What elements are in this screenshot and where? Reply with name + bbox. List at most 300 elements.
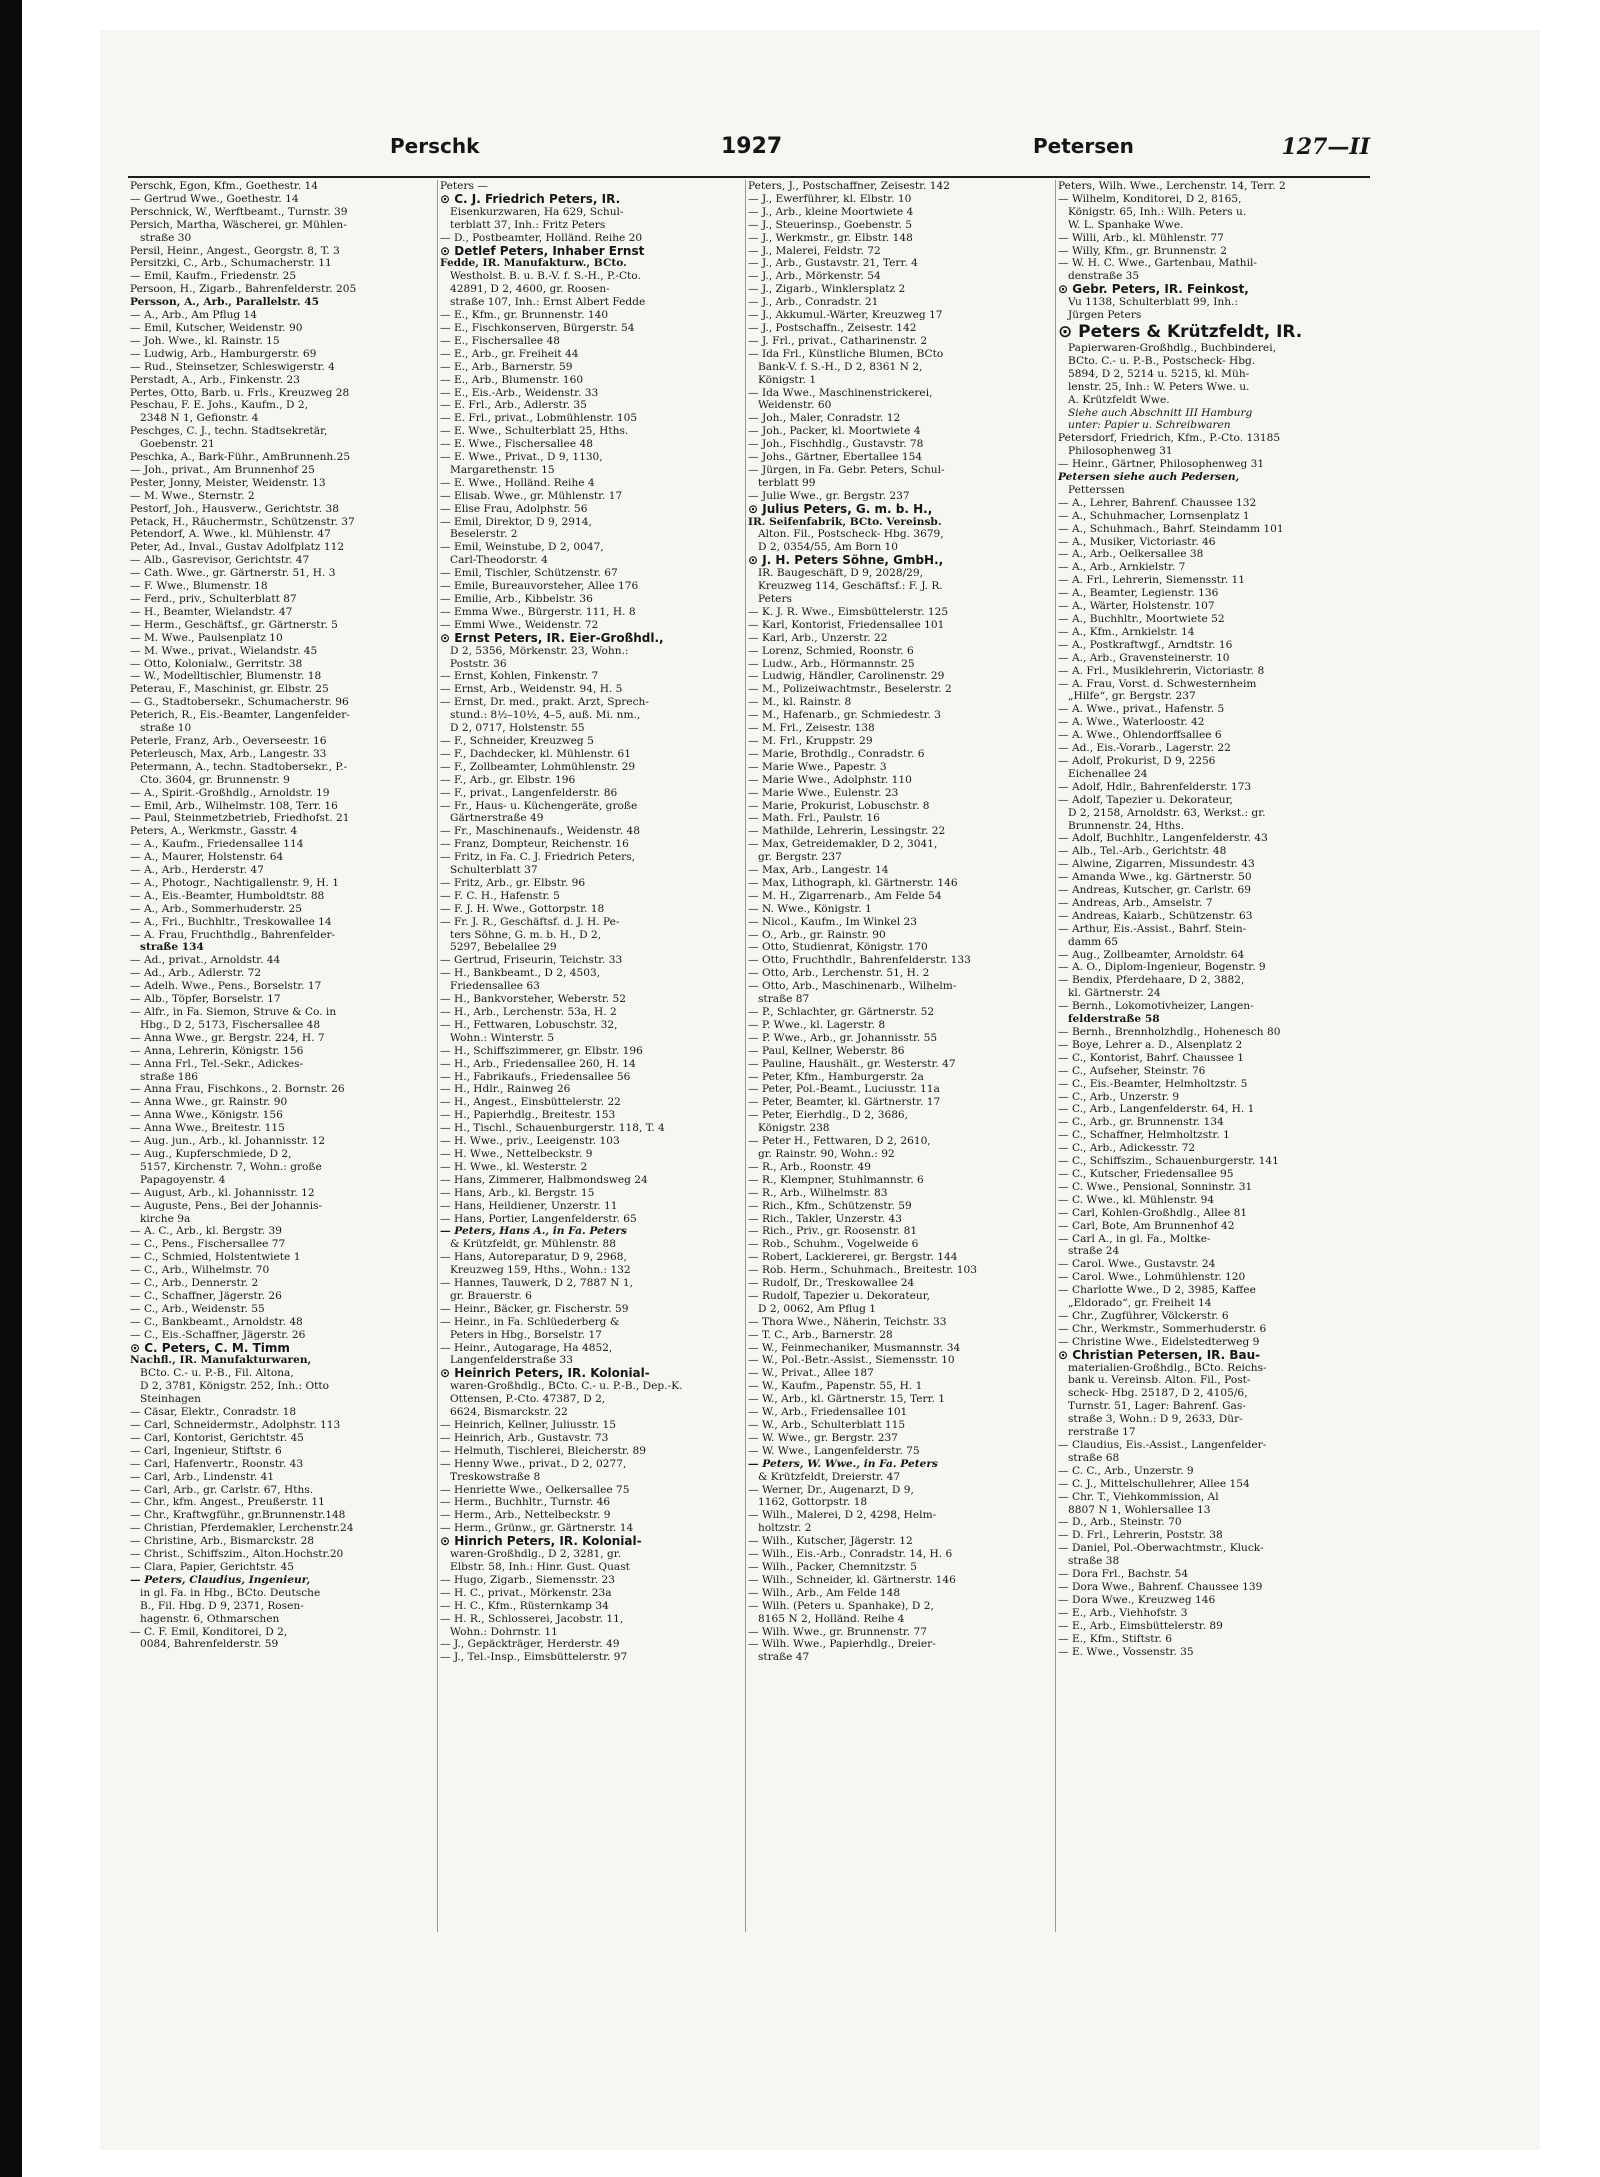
- directory-entry-line: — Peter, Eierhdlg., D 2, 3686,: [748, 1109, 909, 1122]
- column-divider: [745, 180, 746, 1932]
- directory-entry-line: — A. Wwe., Ohlendorffsallee 6: [1058, 729, 1222, 742]
- directory-entry-line: — E., Eis.-Arb., Weidenstr. 33: [440, 386, 599, 399]
- directory-entry-line: — Anna, Lehrerin, Königstr. 156: [130, 1044, 304, 1057]
- directory-entry-line: — Herm., Buchhltr., Turnstr. 46: [440, 1496, 611, 1509]
- directory-entry-line: — Alb., Gasrevisor, Gerichtstr. 47: [130, 554, 310, 567]
- directory-entry-line: — Rich., Priv., gr. Roosenstr. 81: [748, 1225, 918, 1238]
- directory-entry-line: — C., Schaffner, Jägerstr. 26: [130, 1289, 282, 1302]
- directory-entry-line: — H., Arb., Lerchenstr. 53a, H. 2: [440, 1006, 617, 1018]
- page-header: [128, 134, 1370, 168]
- directory-entry-line: — M., Polizeiwachtmstr., Beselerstr. 2: [748, 683, 952, 696]
- directory-entry-line: — M. Frl., Kruppstr. 29: [748, 734, 873, 747]
- directory-entry-line: Alton. Fil., Postscheck- Hbg. 3679,: [758, 528, 944, 541]
- directory-entry-line: — W. Wwe., Langenfelderstr. 75: [748, 1444, 920, 1457]
- directory-entry-line: — Alwine, Zigarren, Missundestr. 43: [1058, 858, 1255, 871]
- directory-entry-line: Pestorf, Joh., Hausverw., Gerichtstr. 38: [130, 502, 339, 515]
- directory-entry-line: — M., Hafenarb., gr. Schmiedestr. 3: [748, 709, 941, 722]
- directory-entry-line: — Carl, Schneidermstr., Adolphstr. 113: [130, 1419, 341, 1431]
- directory-entry-line: — H., Hdlr., Rainweg 26: [440, 1083, 571, 1096]
- directory-entry-line: — G., Stadtobersekr., Schumacherstr. 96: [130, 696, 349, 709]
- directory-entry-line: — Emma Wwe., Bürgerstr. 111, H. 8: [440, 605, 636, 618]
- directory-entry-line: — C., Arb., Wilhelmstr. 70: [130, 1264, 270, 1277]
- directory-entry-line: Perschk, Egon, Kfm., Goethestr. 14: [130, 180, 319, 192]
- directory-entry-line: Peters, Wilh. Wwe., Lerchenstr. 14, Terr. 2: [1058, 180, 1286, 192]
- directory-entry-line: — A. Frl., Musiklehrerin, Victoriastr. 8: [1058, 664, 1265, 677]
- directory-entry-line: — A., Wärter, Holstenstr. 107: [1058, 600, 1215, 613]
- directory-entry-line: — Johs., Gärtner, Ebertallee 154: [748, 451, 923, 464]
- directory-entry-line: Turnstr. 51, Lager: Bahrenf. Gas-: [1068, 1400, 1246, 1413]
- directory-entry-line: Bank-V. f. S.-H., D 2, 8361 N 2,: [758, 360, 923, 373]
- directory-entry-line: — J., Akkumul.-Wärter, Kreuzweg 17: [748, 309, 943, 322]
- directory-entry-line: — Otto, Kolonialw., Gerritstr. 38: [130, 657, 303, 670]
- directory-entry-line: — Christian, Pferdemakler, Lerchenstr.24: [130, 1522, 354, 1535]
- directory-entry-line: ⊙ Detlef Peters, Inhaber Ernst: [440, 244, 645, 258]
- directory-entry-line: — Joh., Packer, kl. Moortwiete 4: [748, 425, 921, 438]
- directory-entry-line: — C., Eis.-Schaffner, Jägerstr. 26: [130, 1328, 306, 1341]
- directory-entry-line: — J., Werkmstr., gr. Elbstr. 148: [748, 231, 913, 244]
- directory-entry-line: — F., Schneider, Kreuzweg 5: [440, 734, 594, 747]
- directory-entry-line: — M. Frl., Zeisestr. 138: [748, 722, 875, 735]
- directory-entry-line: — P. Wwe., Arb., gr. Johannisstr. 55: [748, 1031, 938, 1044]
- directory-entry-line: Goebenstr. 21: [140, 438, 215, 451]
- directory-entry-line: — Wilh., Arb., Am Felde 148: [748, 1586, 901, 1599]
- directory-entry-line: — R., Arb., Roonstr. 49: [748, 1160, 872, 1173]
- directory-entry-line: — Rich., Takler, Unzerstr. 43: [748, 1212, 902, 1225]
- directory-entry-line: Petterssen: [1068, 483, 1125, 496]
- directory-entry-line: 42891, D 2, 4600, gr. Roosen-: [450, 283, 610, 296]
- directory-entry-line: — Heinr., in Fa. Schlüederberg &: [440, 1315, 620, 1328]
- directory-entry-line: — O., Arb., gr. Rainstr. 90: [748, 928, 886, 941]
- directory-column-1: [130, 180, 430, 1932]
- directory-entry-line: — H. Wwe., Nettelbeckstr. 9: [440, 1147, 593, 1160]
- directory-entry-line: straße 134: [140, 941, 204, 954]
- directory-entry-line: materialien-Großhdlg., BCto. Reichs-: [1068, 1361, 1267, 1374]
- directory-entry-line: — A., Photogr., Nachtigallenstr. 9, H. 1: [130, 876, 339, 889]
- directory-entry-line: — R., Klempner, Stuhlmannstr. 6: [748, 1173, 924, 1186]
- directory-entry-line: — Anna Frau, Fischkons., 2. Bornstr. 26: [130, 1083, 345, 1096]
- directory-entry-line: Peterleusch, Max, Arb., Langestr. 33: [130, 747, 327, 760]
- directory-entry-line: — Franz, Dompteur, Reichenstr. 16: [440, 838, 629, 851]
- directory-entry-line: — A., Fri., Buchhltr., Treskowallee 14: [130, 915, 332, 928]
- directory-entry-line: — M., kl. Rainstr. 8: [748, 696, 852, 709]
- directory-entry-line: — Anna Wwe., gr. Rainstr. 90: [130, 1096, 288, 1109]
- directory-entry-line: Persoon, H., Zigarb., Bahrenfelderstr. 205: [130, 283, 357, 296]
- directory-entry-line: ⊙ C. Peters, C. M. Timm: [130, 1341, 290, 1355]
- directory-entry-line: — J. Frl., privat., Catharinenstr. 2: [748, 334, 928, 347]
- directory-entry-line: BCto. C.- u. P.-B., Postscheck- Hbg.: [1068, 354, 1256, 367]
- directory-entry-line: 0084, Bahrenfelderstr. 59: [140, 1638, 279, 1651]
- directory-entry-line: — Marie Wwe., Papestr. 3: [748, 760, 887, 773]
- directory-entry-line: — Werner, Dr., Augenarzt, D 9,: [748, 1483, 914, 1496]
- directory-entry-line: — Chr., kfm. Angest., Preußerstr. 11: [130, 1496, 325, 1509]
- directory-entry-line: — A., Maurer, Holstenstr. 64: [130, 851, 284, 864]
- directory-entry-line: — A., Postkraftwgf., Arndtstr. 16: [1058, 638, 1233, 651]
- directory-entry-line: ⊙ Julius Peters, G. m. b. H.,: [748, 502, 933, 516]
- directory-entry-line: — N. Wwe., Königstr. 1: [748, 902, 872, 915]
- directory-entry-line: — Carol. Wwe., Lohmühlenstr. 120: [1058, 1271, 1246, 1284]
- directory-entry-line: — Ludw., Arb., Hörmannstr. 25: [748, 657, 915, 670]
- directory-entry-line: — Carol. Wwe., Gustavstr. 24: [1058, 1258, 1216, 1271]
- directory-entry-line: — Heinrich, Arb., Gustavstr. 73: [440, 1431, 609, 1444]
- directory-entry-line: — J., Arb., Gustavstr. 21, Terr. 4: [748, 257, 918, 270]
- directory-entry-line: Weidenstr. 60: [758, 399, 832, 412]
- directory-entry-line: — C. Wwe., kl. Mühlenstr. 94: [1058, 1193, 1215, 1206]
- directory-entry-line: Steinhagen: [140, 1393, 202, 1406]
- directory-entry-line: — Cath. Wwe., gr. Gärtnerstr. 51, H. 3: [130, 567, 336, 580]
- directory-entry-line: — Carl A., in gl. Fa., Moltke-: [1058, 1232, 1211, 1245]
- directory-entry-line: — Paul, Steinmetzbetrieb, Friedhofst. 21: [130, 812, 350, 825]
- directory-entry-line: D 2, 3781, Königstr. 252, Inh.: Otto: [140, 1380, 330, 1393]
- directory-entry-line: — Carl, Kontorist, Gerichtstr. 45: [130, 1431, 304, 1444]
- directory-entry-line: Poststr. 36: [450, 657, 507, 670]
- directory-entry-line: — Emil, Direktor, D 9, 2914,: [440, 515, 592, 528]
- directory-entry-line: — T. C., Arb., Barnerstr. 28: [748, 1328, 893, 1341]
- directory-entry-line: — Fritz, in Fa. C. J. Friedrich Peters,: [440, 851, 635, 864]
- directory-entry-line: — E. Wwe., Holländ. Reihe 4: [440, 476, 595, 489]
- directory-entry-line: — Pauline, Haushält., gr. Westerstr. 47: [748, 1057, 956, 1070]
- directory-entry-line: — Wilh., Packer, Chemnitzstr. 5: [748, 1560, 917, 1573]
- directory-entry-line: Margarethenstr. 15: [450, 463, 555, 476]
- directory-entry-line: — H., Schiffszimmerer, gr. Elbstr. 196: [440, 1044, 643, 1057]
- directory-entry-line: Schulterblatt 37: [450, 864, 538, 877]
- directory-entry-line: A. Krützfeldt Wwe.: [1068, 393, 1170, 406]
- directory-entry-line: — C., Bankbeamt., Arnoldstr. 48: [130, 1315, 303, 1328]
- directory-entry-line: Persich, Martha, Wäscherei, gr. Mühlen-: [130, 218, 347, 231]
- directory-entry-line: — Ida Wwe., Maschinenstrickerei,: [748, 386, 933, 399]
- directory-entry-line: — Robert, Lackiererei, gr. Bergstr. 144: [748, 1251, 958, 1264]
- directory-entry-line: — E., Arb., Blumenstr. 160: [440, 373, 584, 386]
- directory-entry-line: — Fr. J. R., Geschäftsf. d. J. H. Pe-: [440, 915, 620, 928]
- directory-entry-line: — Christ., Schiffszim., Alton.Hochstr.20: [130, 1548, 344, 1561]
- directory-entry-line: — Alfr., in Fa. Siemon, Struve & Co. in: [130, 1006, 337, 1018]
- directory-entry-line: — Herm., Grünw., gr. Gärtnerstr. 14: [440, 1522, 634, 1535]
- directory-entry-line: — H. Wwe., priv., Leeigenstr. 103: [440, 1135, 620, 1148]
- directory-entry-line: Persitzki, C., Arb., Schumacherstr. 11: [130, 257, 332, 270]
- directory-entry-line: — J., Gepäckträger, Herderstr. 49: [440, 1638, 620, 1651]
- directory-entry-line: — C. J., Mittelschullehrer, Allee 154: [1058, 1477, 1250, 1490]
- directory-entry-line: — Christine, Arb., Bismarckstr. 28: [130, 1535, 315, 1548]
- directory-entry-line: — Otto, Fruchthdlr., Bahrenfelderstr. 133: [748, 954, 971, 967]
- directory-entry-line: — Willi, Arb., kl. Mühlenstr. 77: [1058, 231, 1224, 244]
- directory-entry-line: — A. Frl., Lehrerin, Siemensstr. 11: [1058, 574, 1246, 587]
- directory-entry-line: waren-Großhdlg., BCto. C.- u. P.-B., Dep.-K.: [450, 1380, 683, 1393]
- directory-entry-line: — Emil, Arb., Wilhelmstr. 108, Terr. 16: [130, 799, 338, 812]
- directory-entry-line: Papierwaren-Großhdlg., Buchbinderei,: [1068, 341, 1276, 354]
- directory-entry-line: — C., Aufseher, Steinstr. 76: [1058, 1064, 1206, 1077]
- directory-entry-line: Peters, A., Werkmstr., Gasstr. 4: [130, 825, 298, 838]
- directory-entry-line: Westholst. B. u. B.-V. f. S.-H., P.-Cto.: [450, 270, 641, 283]
- directory-entry-line: ⊙ Christian Petersen, IR. Bau-: [1058, 1348, 1261, 1362]
- directory-entry-line: Papagoyenstr. 4: [140, 1173, 226, 1186]
- directory-entry-line: — Hans, Autoreparatur, D 9, 2968,: [440, 1251, 627, 1264]
- directory-entry-line: „Hilfe“, gr. Bergstr. 237: [1068, 690, 1196, 703]
- directory-entry-line: — Adelh. Wwe., Pens., Borselstr. 17: [130, 980, 322, 993]
- directory-entry-line: — Hannes, Tauwerk, D 2, 7887 N 1,: [440, 1277, 633, 1290]
- directory-entry-line: — A., Kfm., Arnkielstr. 14: [1058, 625, 1195, 638]
- directory-entry-line: — H., Beamter, Wielandstr. 47: [130, 605, 293, 618]
- directory-entry-line: straße 38: [1068, 1555, 1120, 1568]
- directory-entry-line: — Claudius, Eis.-Assist., Langenfelder-: [1058, 1439, 1267, 1451]
- directory-entry-line: — D., Postbeamter, Holländ. Reihe 20: [440, 231, 643, 244]
- directory-entry-line: — Anna Wwe., Breitestr. 115: [130, 1122, 285, 1135]
- directory-entry-line: — W., Arb., Schulterblatt 115: [748, 1419, 906, 1431]
- directory-entry-line: — J., Tel.-Insp., Eimsbüttelerstr. 97: [440, 1651, 628, 1664]
- directory-entry-line: — W. Wwe., gr. Bergstr. 237: [748, 1431, 898, 1444]
- directory-entry-line: — A. C., Arb., kl. Bergstr. 39: [130, 1225, 283, 1238]
- directory-entry-line: Pertes, Otto, Barb. u. Frls., Kreuzweg 28: [130, 386, 350, 399]
- directory-entry-line: — Adolf, Prokurist, D 9, 2256: [1058, 754, 1216, 767]
- directory-entry-line: — Wilh., Schneider, kl. Gärtnerstr. 146: [748, 1573, 956, 1586]
- directory-entry-line: Brunnenstr. 24, Hths.: [1068, 819, 1185, 832]
- directory-entry-line: — H., Papierhdlg., Breitestr. 153: [440, 1109, 616, 1122]
- directory-entry-line: — Aug. jun., Arb., kl. Johannisstr. 12: [130, 1135, 326, 1148]
- directory-entry-line: — C., Arb., Dennerstr. 2: [130, 1277, 259, 1290]
- directory-entry-line: Beselerstr. 2: [450, 528, 518, 541]
- directory-entry-line: — Hans, Zimmerer, Halbmondsweg 24: [440, 1173, 648, 1186]
- directory-entry-line: — H., Arb., Friedensallee 260, H. 14: [440, 1057, 636, 1070]
- directory-entry-line: — J., Arb., kleine Moortwiete 4: [748, 205, 914, 218]
- directory-entry-line: — Ludwig, Arb., Hamburgerstr. 69: [130, 347, 317, 360]
- directory-entry-line: Kreuzweg 159, Hths., Wohn.: 132: [450, 1264, 631, 1277]
- directory-entry-line: — H., Angest., Einsbüttelerstr. 22: [440, 1096, 621, 1109]
- directory-entry-line: — Emil, Kutscher, Weidenstr. 90: [130, 321, 303, 334]
- directory-entry-line: gr. Bergstr. 237: [758, 851, 842, 864]
- directory-entry-line: — Emil, Weinstube, D 2, 0047,: [440, 541, 604, 554]
- directory-entry-line: ⊙ Hinrich Peters, IR. Kolonial-: [440, 1535, 642, 1549]
- directory-entry-line: 1162, Gottorpstr. 18: [758, 1496, 868, 1509]
- directory-entry-line: — C., Arb., Adickesstr. 72: [1058, 1142, 1196, 1155]
- directory-entry-line: — Herm., Geschäftsf., gr. Gärtnerstr. 5: [130, 618, 338, 631]
- directory-entry-line: — C., Arb., gr. Brunnenstr. 134: [1058, 1116, 1224, 1129]
- directory-entry-line: — Carl, Arb., Lindenstr. 41: [130, 1470, 275, 1483]
- directory-entry-line: — E. Wwe., Schulterblatt 25, Hths.: [440, 425, 629, 438]
- directory-entry-line: Petermann, A., techn. Stadtobersekr., P.-: [130, 760, 348, 773]
- directory-entry-line: Peterle, Franz, Arb., Oeverseestr. 16: [130, 734, 327, 747]
- directory-entry-line: — Helmuth, Tischlerei, Bleicherstr. 89: [440, 1444, 647, 1457]
- directory-entry-line: — Peter, Beamter, kl. Gärtnerstr. 17: [748, 1096, 941, 1109]
- directory-entry-line: Vu 1138, Schulterblatt 99, Inh.:: [1068, 296, 1239, 309]
- directory-entry-line: — F., Zollbeamter, Lohmühlenstr. 29: [440, 760, 636, 773]
- directory-entry-line: Langenfelderstraße 33: [450, 1354, 574, 1367]
- directory-entry-line: D 2, 2158, Arnoldstr. 63, Werkst.: gr.: [1068, 806, 1266, 819]
- directory-entry-line: — Marie Wwe., Eulenstr. 23: [748, 786, 899, 799]
- directory-entry-line: — Clara, Papier, Gerichtstr. 45: [130, 1560, 294, 1573]
- directory-entry-line: — A., Eis.-Beamter, Humboldtstr. 88: [130, 889, 325, 902]
- directory-entry-line: — Anna Wwe., gr. Bergstr. 224, H. 7: [130, 1031, 325, 1044]
- directory-entry-line: lenstr. 25, Inh.: W. Peters Wwe. u.: [1068, 380, 1250, 393]
- directory-entry-line: — H., Bankvorsteher, Weberstr. 52: [440, 993, 626, 1006]
- directory-entry-line: — C., Pens., Fischersallee 77: [130, 1238, 286, 1251]
- directory-entry-line: & Krützfeldt, gr. Mühlenstr. 88: [450, 1238, 616, 1251]
- directory-entry-line: — D., Arb., Steinstr. 70: [1058, 1516, 1182, 1529]
- directory-entry-line: straße 68: [1068, 1451, 1120, 1464]
- directory-entry-line: Carl-Theodorstr. 4: [450, 554, 548, 567]
- directory-entry-line: straße 24: [1068, 1245, 1120, 1258]
- directory-entry-line: — J., Arb., Mörkenstr. 54: [748, 270, 881, 283]
- directory-entry-line: — Paul, Kellner, Weberstr. 86: [748, 1044, 905, 1057]
- directory-entry-line: — Ernst, Dr. med., prakt. Arzt, Sprech-: [440, 696, 649, 709]
- directory-entry-line: Peters, J., Postschaffner, Zeisestr. 142: [748, 180, 951, 192]
- directory-entry-line: — A., Arb., Am Pflug 14: [130, 309, 258, 322]
- directory-entry-line: — C., Kutscher, Friedensallee 95: [1058, 1167, 1234, 1180]
- directory-entry-line: — H. C., privat., Mörkenstr. 23a: [440, 1586, 612, 1599]
- directory-entry-line: D 2, 5356, Mörkenstr. 23, Wohn.:: [450, 644, 629, 657]
- directory-entry-line: — Rob., Schuhm., Vogelweide 6: [748, 1238, 919, 1251]
- directory-entry-line: — J., Malerei, Feldstr. 72: [748, 244, 881, 257]
- directory-entry-line: — F., Arb., gr. Elbstr. 196: [440, 773, 576, 786]
- directory-entry-line: — Wilh., Malerei, D 2, 4298, Helm-: [748, 1509, 937, 1522]
- directory-entry-line: — Aug., Kupferschmiede, D 2,: [130, 1147, 292, 1160]
- directory-entry-line: — Marie, Prokurist, Lobuschstr. 8: [748, 799, 930, 812]
- directory-entry-line: — Joh., Maler, Conradstr. 12: [748, 412, 901, 425]
- directory-entry-line: hagenstr. 6, Othmarschen: [140, 1612, 280, 1625]
- directory-entry-line: — Peters, Hans A., in Fa. Peters: [440, 1225, 627, 1238]
- directory-entry-line: — Lorenz, Schmied, Roonstr. 6: [748, 644, 914, 657]
- directory-entry-line: — H. C., Kfm., Rüsternkamp 34: [440, 1599, 609, 1612]
- directory-entry-line: — Dora Wwe., Kreuzweg 146: [1058, 1593, 1216, 1606]
- column-divider: [437, 180, 438, 1932]
- directory-entry-line: — H., Bankbeamt., D 2, 4503,: [440, 967, 601, 980]
- directory-entry-line: — Gertrud Wwe., Goethestr. 14: [130, 192, 299, 205]
- directory-entry-line: — J., Ewerführer, kl. Elbstr. 10: [748, 192, 912, 205]
- running-head-first-entry: Perschk: [390, 134, 480, 158]
- directory-entry-line: — Carl, Ingenieur, Stiftstr. 6: [130, 1444, 282, 1457]
- directory-entry-line: — Hans, Portier, Langenfelderstr. 65: [440, 1212, 637, 1225]
- directory-entry-line: — Wilh. Wwe., gr. Brunnenstr. 77: [748, 1625, 927, 1638]
- directory-entry-line: — Otto, Studienrat, Königstr. 170: [748, 941, 928, 954]
- directory-column-4: [1058, 180, 1358, 1932]
- directory-entry-line: — A., Arb., Arnkielstr. 7: [1058, 561, 1186, 574]
- directory-entry-line: BCto. C.- u. P.-B., Fil. Altona,: [140, 1367, 294, 1380]
- directory-entry-line: — Hans, Arb., kl. Bergstr. 15: [440, 1186, 595, 1199]
- directory-entry-line: — A. Wwe., Waterloostr. 42: [1058, 716, 1205, 729]
- directory-entry-line: — F. J. H. Wwe., Gottorpstr. 18: [440, 902, 605, 915]
- directory-entry-line: — Andreas, Arb., Amselstr. 7: [1058, 896, 1213, 909]
- directory-entry-line: — Mathilde, Lehrerin, Lessingstr. 22: [748, 825, 946, 838]
- directory-entry-line: B., Fil. Hbg. D 9, 2371, Rosen-: [140, 1599, 304, 1612]
- directory-entry-line: — Rob. Herm., Schuhmach., Breitestr. 103: [748, 1264, 978, 1277]
- directory-entry-line: — Marie, Brothdlg., Conradstr. 6: [748, 747, 925, 760]
- directory-entry-line: 2348 N 1, Gefionstr. 4: [140, 412, 259, 425]
- directory-entry-line: ⊙ Heinrich Peters, IR. Kolonial-: [440, 1367, 650, 1381]
- directory-entry-line: — H. Wwe., kl. Westerstr. 2: [440, 1160, 588, 1173]
- directory-entry-line: — H., Fettwaren, Lobuschstr. 32,: [440, 1018, 618, 1031]
- directory-entry-line: — Andreas, Kaiarb., Schützenstr. 63: [1058, 909, 1253, 922]
- directory-entry-line: Peschka, A., Bark-Führ., AmBrunnenh.25: [130, 451, 351, 464]
- directory-entry-line: Petersdorf, Friedrich, Kfm., P.-Cto. 13185: [1058, 432, 1281, 445]
- directory-entry-line: straße 87: [758, 993, 810, 1006]
- directory-entry-line: — Heinr., Autogarage, Ha 4852,: [440, 1341, 613, 1354]
- directory-entry-line: Persson, A., Arb., Parallelstr. 45: [130, 296, 320, 309]
- directory-entry-line: Peters: [758, 593, 792, 605]
- directory-entry-line: — Boye, Lehrer a. D., Alsenplatz 2: [1058, 1038, 1243, 1051]
- directory-entry-line: — Dora Frl., Bachstr. 54: [1058, 1568, 1189, 1581]
- directory-entry-line: — Chr., Zugführer, Völckerstr. 6: [1058, 1309, 1229, 1322]
- directory-entry-line: — Karl, Arb., Unzerstr. 22: [748, 631, 888, 644]
- directory-entry-line: — Rudolf, Tapezier u. Dekorateur,: [748, 1289, 930, 1302]
- directory-entry-line: Persil, Heinr., Angest., Georgstr. 8, T. 3: [130, 244, 340, 257]
- directory-entry-line: Königstr. 65, Inh.: Wilh. Peters u.: [1068, 205, 1247, 218]
- directory-entry-line: D 2, 0354/55, Am Born 10: [758, 541, 899, 554]
- directory-entry-line: — Heinr., Gärtner, Philosophenweg 31: [1058, 458, 1265, 471]
- directory-entry-line: straße 186: [140, 1070, 199, 1083]
- directory-entry-line: — Auguste, Pens., Bei der Johannis-: [130, 1199, 323, 1212]
- directory-entry-line: — P., Schlachter, gr. Gärtnerstr. 52: [748, 1006, 935, 1018]
- directory-entry-line: — Joh. Wwe., kl. Rainstr. 15: [130, 334, 280, 347]
- directory-entry-line: — Adolf, Hdlr., Bahrenfelderstr. 173: [1058, 780, 1252, 793]
- directory-entry-line: ⊙ C. J. Friedrich Peters, IR.: [440, 192, 621, 206]
- directory-entry-line: — Rich., Kfm., Schützenstr. 59: [748, 1199, 912, 1212]
- directory-entry-line: Jürgen Peters: [1068, 309, 1142, 322]
- scan-edge: [0, 0, 22, 2177]
- directory-entry-line: — W., Kaufm., Papenstr. 55, H. 1: [748, 1380, 923, 1393]
- directory-entry-line: D 2, 0062, Am Pflug 1: [758, 1302, 877, 1315]
- directory-entry-line: — A. O., Diplom-Ingenieur, Bogenstr. 9: [1058, 961, 1266, 974]
- directory-entry-line: stund.: 8½–10½, 4–5, auß. Mi. nm.,: [450, 709, 641, 722]
- directory-entry-line: — F. C. H., Hafenstr. 5: [440, 889, 560, 902]
- directory-entry-line: — Emil, Kaufm., Friedenstr. 25: [130, 270, 297, 283]
- directory-entry-line: — Emil, Tischler, Schützenstr. 67: [440, 567, 618, 580]
- directory-entry-line: gr. Rainstr. 90, Wohn.: 92: [758, 1147, 895, 1160]
- directory-entry-line: — C., Kontorist, Bahrf. Chaussee 1: [1058, 1051, 1244, 1064]
- directory-entry-line: Petack, H., Räuchermstr., Schützenstr. 37: [130, 515, 355, 528]
- directory-entry-line: — A., Beamter, Legienstr. 136: [1058, 587, 1219, 600]
- directory-entry-line: — Otto, Arb., Maschinenarb., Wilhelm-: [748, 980, 957, 993]
- directory-entry-line: — H., Fabrikaufs., Friedensallee 56: [440, 1070, 631, 1083]
- directory-entry-line: — A., Kaufm., Friedensallee 114: [130, 838, 304, 851]
- directory-entry-line: waren-Großhdlg., D 2, 3281, gr.: [450, 1548, 622, 1561]
- directory-entry-line: — E. Wwe., Vossenstr. 35: [1058, 1645, 1194, 1658]
- directory-entry-line: — Ernst, Kohlen, Finkenstr. 7: [440, 670, 599, 683]
- directory-entry-line: — J., Zigarb., Winklersplatz 2: [748, 283, 906, 296]
- directory-entry-line: — Joh., Fischhdlg., Gustavstr. 78: [748, 438, 924, 451]
- directory-entry-line: — C., Schiffszim., Schauenburgerstr. 141: [1058, 1155, 1279, 1168]
- directory-entry-line: — Max, Getreidemakler, D 2, 3041,: [748, 838, 938, 851]
- directory-entry-line: — A., Arb., Sommerhuderstr. 25: [130, 902, 302, 915]
- directory-entry-line: — W., Modelltischler, Blumenstr. 18: [130, 670, 322, 683]
- directory-entry-line: straße 10: [140, 722, 192, 735]
- directory-entry-line: — Gertrud, Friseurin, Teichstr. 33: [440, 954, 623, 967]
- directory-entry-line: — Alb., Tel.-Arb., Gerichtstr. 48: [1058, 845, 1227, 858]
- directory-entry-line: Hbg., D 2, 5173, Fischersallee 48: [140, 1018, 321, 1031]
- directory-entry-line: — Max, Lithograph, kl. Gärtnerstr. 146: [748, 876, 958, 889]
- directory-entry-line: Eichenallee 24: [1068, 767, 1148, 780]
- directory-entry-line: — Hugo, Zigarb., Siemensstr. 23: [440, 1573, 616, 1586]
- directory-entry-line: Ottensen, P.-Cto. 47387, D 2,: [450, 1393, 606, 1406]
- directory-entry-line: in gl. Fa. in Hbg., BCto. Deutsche: [140, 1586, 321, 1599]
- directory-entry-line: — E., Fischersallee 48: [440, 334, 560, 347]
- directory-entry-line: — Adolf, Buchhltr., Langenfelderstr. 43: [1058, 832, 1268, 845]
- directory-entry-line: — R., Arb., Wilhelmstr. 83: [748, 1186, 888, 1199]
- directory-entry-line: — J., Steuerinsp., Goebenstr. 5: [748, 218, 913, 231]
- directory-entry-line: — Peters, W. Wwe., in Fa. Peters: [748, 1457, 938, 1470]
- directory-entry-line: scheck- Hbg. 25187, D 2, 4105/6,: [1068, 1387, 1248, 1400]
- directory-entry-line: — Andreas, Kutscher, gr. Carlstr. 69: [1058, 884, 1251, 897]
- directory-entry-line: — Alb., Töpfer, Borselstr. 17: [130, 993, 281, 1006]
- directory-entry-line: straße 47: [758, 1651, 810, 1664]
- directory-entry-line: — Karl, Kontorist, Friedensallee 101: [748, 618, 945, 631]
- directory-entry-line: — Anna Wwe., Königstr. 156: [130, 1109, 283, 1122]
- directory-entry-line: — Carl, Kohlen-Großhdlg., Allee 81: [1058, 1206, 1248, 1219]
- directory-entry-line: unter: Papier u. Schreibwaren: [1068, 419, 1231, 432]
- directory-entry-line: — Thora Wwe., Näherin, Teichstr. 33: [748, 1315, 947, 1328]
- directory-entry-line: — C., Schaffner, Helmholtzstr. 1: [1058, 1129, 1230, 1142]
- directory-entry-line: — Heinr., Bäcker, gr. Fischerstr. 59: [440, 1302, 629, 1315]
- directory-entry-line: — Anna Frl., Tel.-Sekr., Adickes-: [130, 1057, 304, 1070]
- running-head-year: 1927: [721, 134, 783, 159]
- directory-entry-line: terblatt 37, Inh.: Fritz Peters: [450, 218, 606, 231]
- directory-entry-line: — Fr., Haus- u. Küchengeräte, große: [440, 799, 638, 812]
